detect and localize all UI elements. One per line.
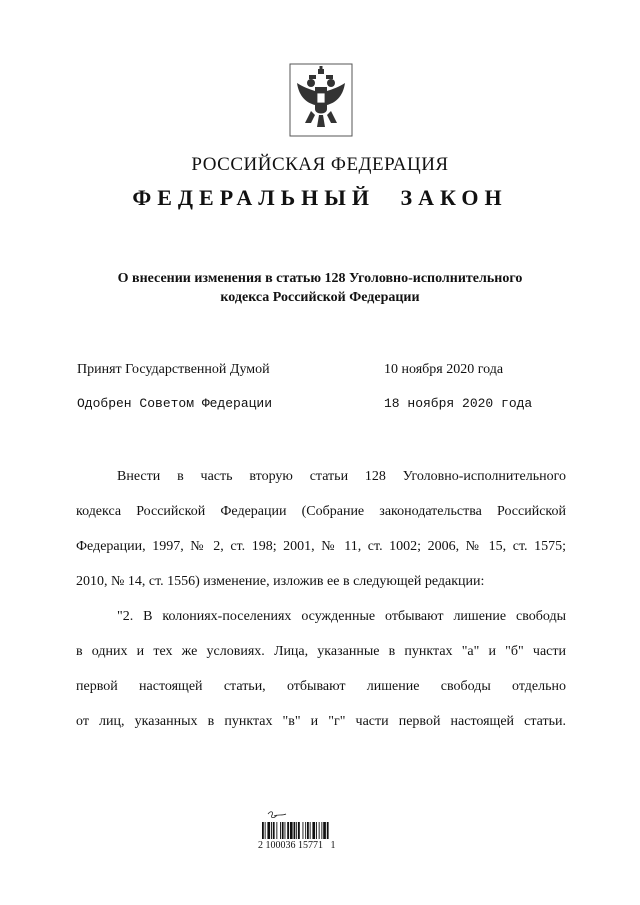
council-approval-date: 18 ноября 2020 года: [384, 396, 533, 411]
coat-of-arms-icon: [289, 63, 353, 137]
law-subject: [60, 269, 580, 307]
barcode-number: 2 100036 15771 1: [258, 840, 336, 851]
body-text-line: Внести в часть вторую статьи 128 Уголовно-исполнительного: [117, 469, 566, 484]
duma-adoption-date: 10 ноября 2020 года: [384, 362, 504, 377]
body-text-line: первой настоящей статьи, отбывают лишение свободы отдельно: [76, 679, 566, 694]
body-text-line: в одних и тех же условиях. Лица, указанные в пунктах "а" и "б" части: [76, 644, 566, 659]
council-approval-label: Одобрен Советом Федерации: [77, 396, 273, 411]
law-subject-line: кодекса Российской Федерации: [220, 290, 420, 305]
body-text-line: кодекса Российской Федерации (Собрание законодательства Российской: [76, 504, 566, 519]
body-text-line: "2. В колониях-поселениях осужденные отбывают лишение свободы: [117, 609, 566, 624]
law-title: ФЕДЕРАЛЬНЫЙ ЗАКОН: [132, 185, 508, 210]
law-subject-line: О внесении изменения в статью 128 Уголовно-исполнительного: [117, 271, 523, 286]
body-text-line: от лиц, указанных в пунктах "в" и "г" части первой настоящей статьи.: [76, 714, 566, 729]
country-title: РОССИЙСКАЯ ФЕДЕРАЦИЯ: [191, 154, 449, 175]
body-text-line: Федерации, 1997, № 2, ст. 198; 2001, № 11, ст. 1002; 2006, № 15, ст. 1575;: [76, 539, 566, 554]
duma-adoption-label: Принят Государственной Думой: [77, 362, 270, 377]
body-text-line: 2010, № 14, ст. 1556) изменение, изложив ее в следующей редакции:: [76, 574, 485, 589]
